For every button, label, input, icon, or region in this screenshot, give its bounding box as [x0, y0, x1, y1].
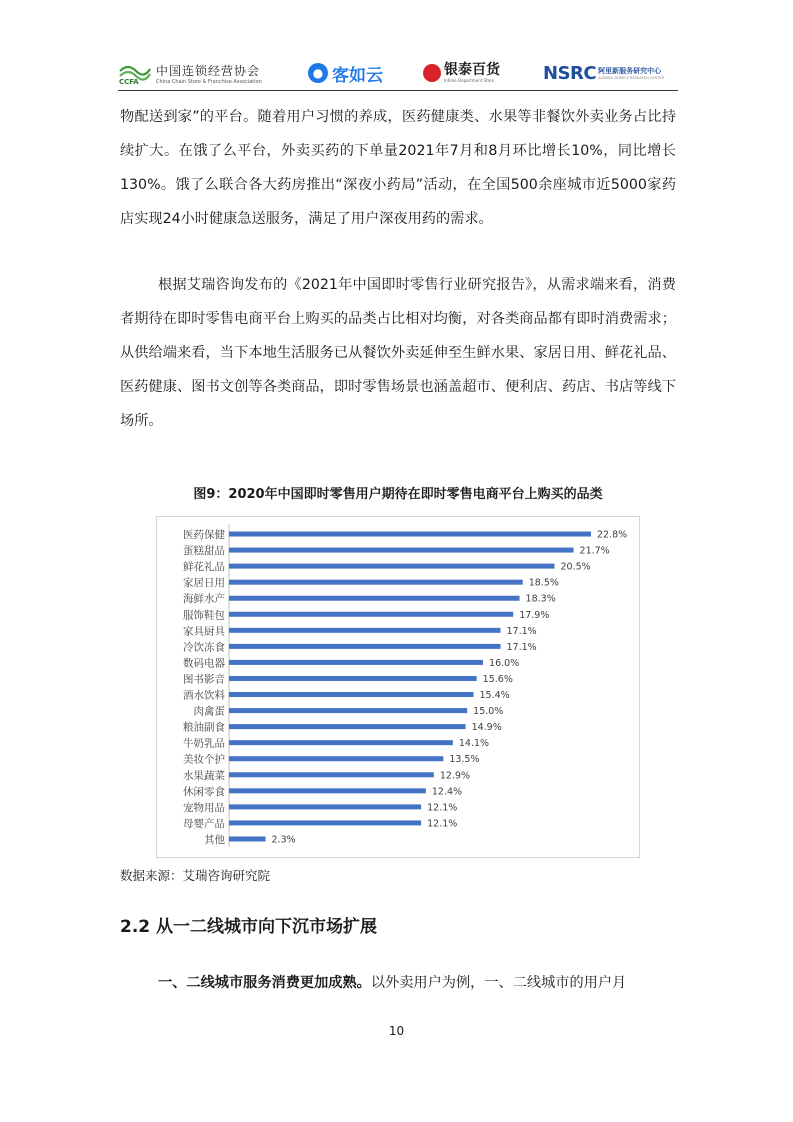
chart-value-label: 12.9%: [439, 770, 471, 782]
figure-title: 图9：2020年中国即时零售用户期待在即时零售电商平台上购买的品类: [193, 487, 603, 502]
chart-category-label: 其他: [204, 833, 225, 846]
chart-value-label: 17.1%: [506, 641, 537, 653]
chart-value-label: 21.7%: [579, 545, 610, 557]
body-paragraph-3-text: 以外卖用户为例，一、二线城市的用户月: [370, 975, 627, 991]
yintai-name: 银泰百货: [444, 62, 500, 78]
chart-category-label: 数码电器: [183, 657, 225, 670]
chart-category-label: 粮油副食: [183, 721, 225, 734]
bar-chart: [156, 516, 640, 858]
chart-category-label: 医药保健: [183, 529, 225, 542]
chart-category-label: 休闲零食: [183, 785, 225, 798]
chart-value-label: 15.4%: [479, 690, 510, 702]
chart-value-label: 20.5%: [560, 561, 591, 573]
keruyun-mark-icon: ●: [308, 63, 328, 83]
chart-category-label: 图书影音: [183, 673, 225, 686]
chart-value-label: 18.5%: [528, 577, 559, 589]
nsrc-logo: [543, 60, 664, 86]
chart-value-label: 14.1%: [458, 738, 490, 750]
chart-category-label: 海鲜水产: [183, 593, 225, 606]
body-paragraph-3-bold: 一、二线城市服务消费更加成熟。: [158, 975, 371, 991]
nsrc-name-en: ALIBABA SERVICE RESEARCH CENTER: [598, 76, 665, 80]
chart-category-label: 蛋糕甜品: [183, 545, 225, 558]
page-header: [118, 58, 678, 90]
chart-category-label: 宠物用品: [183, 801, 225, 814]
chart-value-label: 12.1%: [427, 818, 458, 830]
chart-bar: [229, 644, 501, 649]
chart-bar: [229, 612, 513, 617]
chart-bar: [229, 548, 574, 553]
chart-bar: [229, 708, 467, 713]
chart-bar: [229, 804, 421, 809]
chart-category-label: 水果蔬菜: [183, 769, 225, 782]
chart-category-label: 肉禽蛋: [193, 705, 225, 718]
figure-source: 数据来源：艾瑞咨询研究院: [120, 868, 271, 883]
yintai-logo: [423, 60, 500, 86]
chart-bar: [229, 788, 426, 793]
chart-bar: [229, 660, 483, 665]
chart-category-label: 服饰鞋包: [183, 609, 225, 622]
chart-bar: [229, 772, 434, 777]
chart-value-label: 15.6%: [482, 673, 513, 685]
ccfa-name-cn: 中国连锁经营协会: [156, 63, 261, 78]
chart-bar: [229, 676, 477, 681]
chart-value-label: 17.1%: [506, 625, 537, 637]
bar-chart-svg: [157, 517, 639, 857]
chart-value-label: 12.1%: [427, 802, 458, 814]
chart-bar: [229, 820, 421, 825]
chart-category-label: 冷饮冻食: [183, 641, 225, 654]
chart-bar: [229, 724, 466, 729]
nsrc-name-cn: 阿里新服务研究中心: [598, 67, 662, 75]
chart-value-label: 15.0%: [473, 706, 504, 718]
body-paragraph-2: 根据艾瑞咨询发布的《2021年中国即时零售行业研究报告》，从需求端来看，消费者期待在即时零售电商平台上购买的品类占比相对均衡，对各类商品都有即时消费需求；从供给端来看，当下本地生活服务已从餐饮外卖延伸至生鲜水果、家居日用、鲜花礼品、医药健康、图书文创等各类商品，即时零售场景也涵盖超市、便利店、药店、书店等线下场所。: [120, 277, 676, 429]
chart-value-label: 13.5%: [449, 754, 480, 766]
body-paragraph-3: [120, 966, 676, 1000]
chart-value-label: 14.9%: [471, 722, 502, 734]
chart-category-label: 鲜花礼品: [183, 561, 225, 574]
page-number: 10: [388, 1024, 405, 1038]
keruyun-name: 客如云: [332, 65, 383, 86]
chart-category-label: 牛奶乳品: [183, 737, 225, 750]
ccfa-mark-text: CCFA: [119, 78, 139, 85]
chart-category-label: 酒水饮料: [183, 689, 225, 702]
chart-value-label: 22.8%: [597, 529, 628, 541]
chart-bar: [229, 596, 520, 601]
chart-value-label: 18.3%: [525, 593, 556, 605]
chart-bar: [229, 532, 591, 537]
yintai-mark-icon: [423, 64, 441, 82]
chart-bar: [229, 580, 523, 585]
chart-category-label: 家具厨具: [183, 625, 225, 638]
ccfa-logo: [118, 60, 262, 86]
chart-bar: [229, 564, 554, 569]
chart-bar: [229, 836, 266, 841]
chart-value-label: 2.3%: [271, 834, 296, 846]
section-heading: 2.2 从一二线城市向下沉市场扩展: [120, 917, 378, 937]
header-divider: [118, 90, 678, 91]
chart-bar: [229, 756, 443, 761]
chart-category-label: 美妆个护: [183, 753, 225, 766]
ccfa-mark-icon: [118, 61, 152, 85]
chart-value-label: 16.0%: [489, 657, 520, 669]
ccfa-name-en: China Chain Store & Franchise Association: [156, 78, 262, 85]
keruyun-logo: [308, 60, 383, 86]
chart-bar: [229, 692, 474, 697]
body-paragraph-1: 物配送到家”的平台。随着用户习惯的养成，医药健康类、水果等非餐饮外卖业务占比持续扩大。在饿了么平台，外卖买药的下单量2021年7月和8月环比增长10%，同比增长130%。饿了么联合各大药房推出“深夜小药局”活动，在全国500余座城市近5000家药店实现24小时健康急送服务，满足了用户深夜用药的需求。: [120, 109, 676, 227]
chart-bar: [229, 628, 501, 633]
chart-category-label: 母婴产品: [183, 817, 225, 830]
chart-bar: [229, 740, 453, 745]
nsrc-mark: NSRC: [543, 62, 597, 84]
chart-value-label: 17.9%: [519, 609, 550, 621]
chart-category-label: 家居日用: [183, 577, 225, 590]
chart-value-label: 12.4%: [431, 786, 463, 798]
yintai-name-en: Intime Department Store: [444, 78, 495, 83]
